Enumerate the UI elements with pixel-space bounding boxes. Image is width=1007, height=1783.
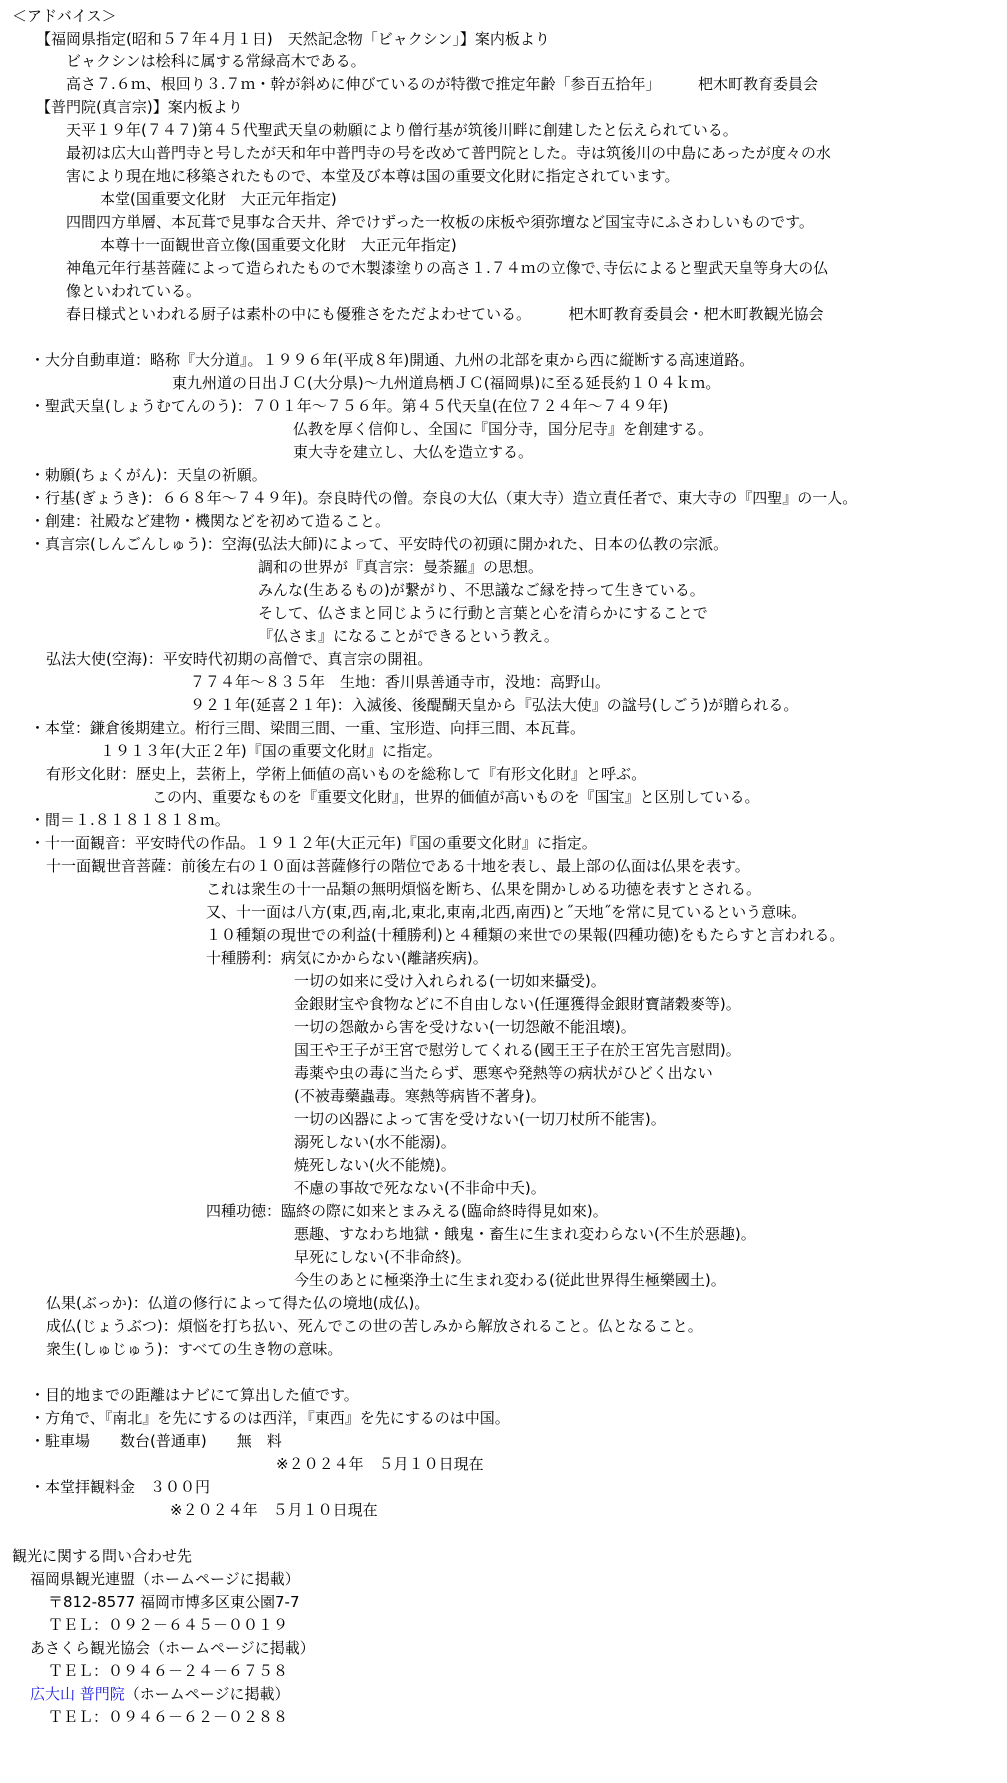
contact-tel: ＴＥＬ：０９４６－６２－０２８８ xyxy=(48,1708,289,1726)
text-line: 天平１９年(７４７)第４５代聖武天皇の勅願により僧行基が筑後川畔に創建したと伝えられている。 xyxy=(66,121,738,139)
note-gyoki: ・行基(ぎょうき)：６６８年～７４９年)。奈良時代の僧。奈良の大仏（東大寺）造立責任者で、東大寺の『四聖』の一人。 xyxy=(30,489,858,507)
text-line: 悪趣、すなわち地獄・餓鬼・畜生に生まれ変わらない(不生於惡趣)。 xyxy=(294,1225,756,1243)
text-line: 本堂(国重要文化財 大正元年指定) xyxy=(100,190,337,208)
note-jobutsu: 成仏(じょうぶつ)：煩悩を打ち払い、死んでこの世の苦しみから解放されること。仏となること。 xyxy=(46,1317,703,1335)
text-line: ７７４年～８３５年 生地：香川県善通寺市，没地：高野山。 xyxy=(190,673,611,691)
text-line: 調和の世界が『真言宗：曼荼羅』の思想。 xyxy=(258,558,544,576)
text-line: 溺死しない(水不能溺)。 xyxy=(294,1133,456,1151)
note-shomu-tenno: ・聖武天皇(しょうむてんのう)：７０１年～７５６年。第４５代天皇(在位７２４年～７４９年) xyxy=(30,397,669,415)
contact-tel: ＴＥＬ：０９４６－２４－６７５８ xyxy=(48,1662,289,1680)
note-kobo-taishi: 弘法大使(空海)：平安時代初期の高僧で、真言宗の開祖。 xyxy=(46,650,433,668)
text-line: 又、十一面は八方(東,西,南,北,東北,東南,北西,南西)と˝天地˝を常に見ているという意味。 xyxy=(206,903,807,921)
text-line: 焼死しない(火不能燒)。 xyxy=(294,1156,456,1174)
fumonin-link[interactable]: 広大山 普門院 xyxy=(30,1685,125,1703)
text-line: 最初は広大山普門寺と号したが天和年中普門寺の号を改めて普門院とした。寺は筑後川の中島にあったが度々の水 xyxy=(66,144,831,162)
note-shishu-kudoku: 四種功徳：臨終の際に如来とまみえる(臨命終時得見如來)。 xyxy=(206,1202,608,1220)
text-line: 一切の怨敵から害を受けない(一切怨敵不能沮壊)。 xyxy=(294,1018,636,1036)
text-line: 本尊十一面観世音立像(国重要文化財 大正元年指定) xyxy=(100,236,457,254)
note-parking: ・駐車場 数台(普通車) 無 料 xyxy=(30,1432,282,1450)
note-oita-expressway: ・大分自動車道：略称『大分道』。１９９６年(平成８年)開通、九州の北部を東から西に縦断する高速道路。 xyxy=(30,351,755,369)
text-line: 像といわれている。 xyxy=(66,282,202,300)
contact-fukuoka-tourism: 福岡県観光連盟（ホームページに掲載） xyxy=(30,1570,300,1588)
text-line: そして、仏さまと同じように行動と言葉と心を清らかにすることで xyxy=(258,604,708,622)
text-line: 国王や王子が王宮で慰労してくれる(國王王子在於王宮先言慰問)。 xyxy=(294,1041,741,1059)
text-line: 仏教を厚く信仰し、全国に『国分寺，国分尼寺』を創建する。 xyxy=(293,420,714,438)
text-line: 東九州道の日出ＪＣ(大分県)～九州道鳥栖ＪＣ(福岡県)に至る延長約１０４ｋｍ。 xyxy=(172,374,721,392)
note-jusshu-shori: 十種勝利：病気にかからない(離諸疾病)。 xyxy=(206,949,488,967)
text-line: 不慮の事故で死なない(不非命中夭)。 xyxy=(294,1179,546,1197)
text-line: １９１３年(大正２年)『国の重要文化財』に指定。 xyxy=(100,742,442,760)
contact-asakura-tourism: あさくら観光協会（ホームページに掲載） xyxy=(30,1639,315,1657)
parking-date-note: ※２０２４年 ５月１０日現在 xyxy=(276,1455,484,1473)
text-line: 毒薬や虫の毒に当たらず、悪寒や発熱等の病状がひどく出ない xyxy=(294,1064,713,1082)
note-admission-fee: ・本堂拝観料金 ３００円 xyxy=(30,1478,211,1496)
text-line: 神亀元年行基菩薩によって造られたもので木製漆塗りの高さ１.７４ｍの立像で､寺伝によると聖武天皇等身大の仏 xyxy=(66,259,829,277)
text-line: 東大寺を建立し、大仏を造立する。 xyxy=(293,443,534,461)
text-line: 害により現在地に移築されたもので、本堂及び本尊は国の重要文化財に指定されています。 xyxy=(66,167,680,185)
note-direction: ・方角で、『南北』を先にするのは西洋，『東西』を先にするのは中国。 xyxy=(30,1409,510,1427)
admission-date-note: ※２０２４年 ５月１０日現在 xyxy=(170,1501,378,1519)
text-line: みんな(生あるもの)が繋がり、不思議なご縁を持って生きている。 xyxy=(258,581,705,599)
text-line: 一切の凶器によって害を受けない(一切刀杖所不能害)。 xyxy=(294,1110,666,1128)
text-line: 四間四方単層、本瓦葺で見事な合天井、斧でけずった一枚板の床板や須弥壇など国宝寺にふさわしいものです。 xyxy=(66,213,814,231)
text-line: (不被毒藥蟲毒。寒熱等病皆不著身)。 xyxy=(294,1087,546,1105)
text-line: 一切の如来に受け入れられる(一切如来攝受)。 xyxy=(294,972,606,990)
homepage-note: （ホームページに掲載） xyxy=(124,1685,290,1703)
note-chokugan: ・勅願(ちょくがん)：天皇の祈願。 xyxy=(30,466,267,484)
text-line: ９２１年(延喜２１年)：入滅後、後醍醐天皇から『弘法大使』の諡号(しごう)が贈られる。 xyxy=(190,696,799,714)
section-heading-fumonin: 【普門院(真言宗)】案内板より xyxy=(36,98,243,116)
text-line: 高さ７.６ｍ、根回り３.７ｍ・幹が斜めに伸びているのが特徴で推定年齢「参百五拾年」 杷木町教育委員会 xyxy=(66,75,819,93)
text-line: 早死にしない(不非命終)。 xyxy=(294,1248,471,1266)
contact-address: 〒812-8577 福岡市博多区東公園7-7 xyxy=(48,1593,300,1611)
note-ken: ・間＝１.８１８１８１８ｍ。 xyxy=(30,811,230,829)
note-yukei-bunkazai: 有形文化財：歴史上，芸術上，学術上価値の高いものを総称して『有形文化財』と呼ぶ。 xyxy=(46,765,647,783)
text-line: この内、重要なものを『重要文化財』，世界的価値が高いものを『国宝』と区別している。 xyxy=(152,788,760,806)
text-line: 春日様式といわれる厨子は素朴の中にも優雅さをただよわせている。 杷木町教育委員会・杷木町教観光協会 xyxy=(66,305,824,323)
advice-heading: ＜アドバイス＞ xyxy=(12,7,117,25)
text-line: 今生のあとに極楽浄土に生まれ変わる(従此世界得生極樂國土)。 xyxy=(294,1271,726,1289)
contact-heading: 観光に関する問い合わせ先 xyxy=(12,1547,193,1565)
text-line: これは衆生の十一品類の無明煩悩を断ち、仏果を開かしめる功徳を表すとされる。 xyxy=(206,880,762,898)
note-distance: ・目的地までの距離はナビにて算出した値です。 xyxy=(30,1386,359,1404)
text-line: 『仏さま』になることができるという教え。 xyxy=(258,627,559,645)
contact-fumonin xyxy=(30,1684,289,1704)
text-line: 金銀財宝や食物などに不自由しない(任運獲得金銀財寶諸穀麥等)。 xyxy=(294,995,741,1013)
section-heading-byakushin: 【福岡県指定(昭和５７年４月１日) 天然記念物「ビャクシン」】案内板より xyxy=(36,30,550,48)
note-soken: ・創建：社殿など建物・機関などを初めて造ること。 xyxy=(30,512,391,530)
note-juichimen-kanzeon-bosatsu: 十一面観世音菩薩：前後左右の１０面は菩薩修行の階位である十地を表し、最上部の仏面は仏果を表す。 xyxy=(46,857,750,875)
note-shujo: 衆生(しゅじゅう)：すべての生き物の意味。 xyxy=(46,1340,343,1358)
note-juichimen-kannon: ・十一面観音：平安時代の作品。１９１２年(大正元年)『国の重要文化財』に指定。 xyxy=(30,834,597,852)
text-line: ビャクシンは桧科に属する常緑高木である。 xyxy=(66,52,366,70)
contact-tel: ＴＥＬ：０９２－６４５－００１９ xyxy=(48,1616,289,1634)
note-bukka: 仏果(ぶっか)：仏道の修行によって得た仏の境地(成仏)。 xyxy=(46,1294,430,1312)
text-line: １０種類の現世での利益(十種勝利)と４種類の来世での果報(四種功徳)をもたらすと言われる。 xyxy=(206,926,845,944)
note-shingonshu: ・真言宗(しんごんしゅう)：空海(弘法大師)によって、平安時代の初頭に開かれた、日本の仏教の宗派。 xyxy=(30,535,729,553)
note-hondo: ・本堂：鎌倉後期建立。桁行三間、梁間三間、一重、宝形造、向拝三間、本瓦葺。 xyxy=(30,719,586,737)
